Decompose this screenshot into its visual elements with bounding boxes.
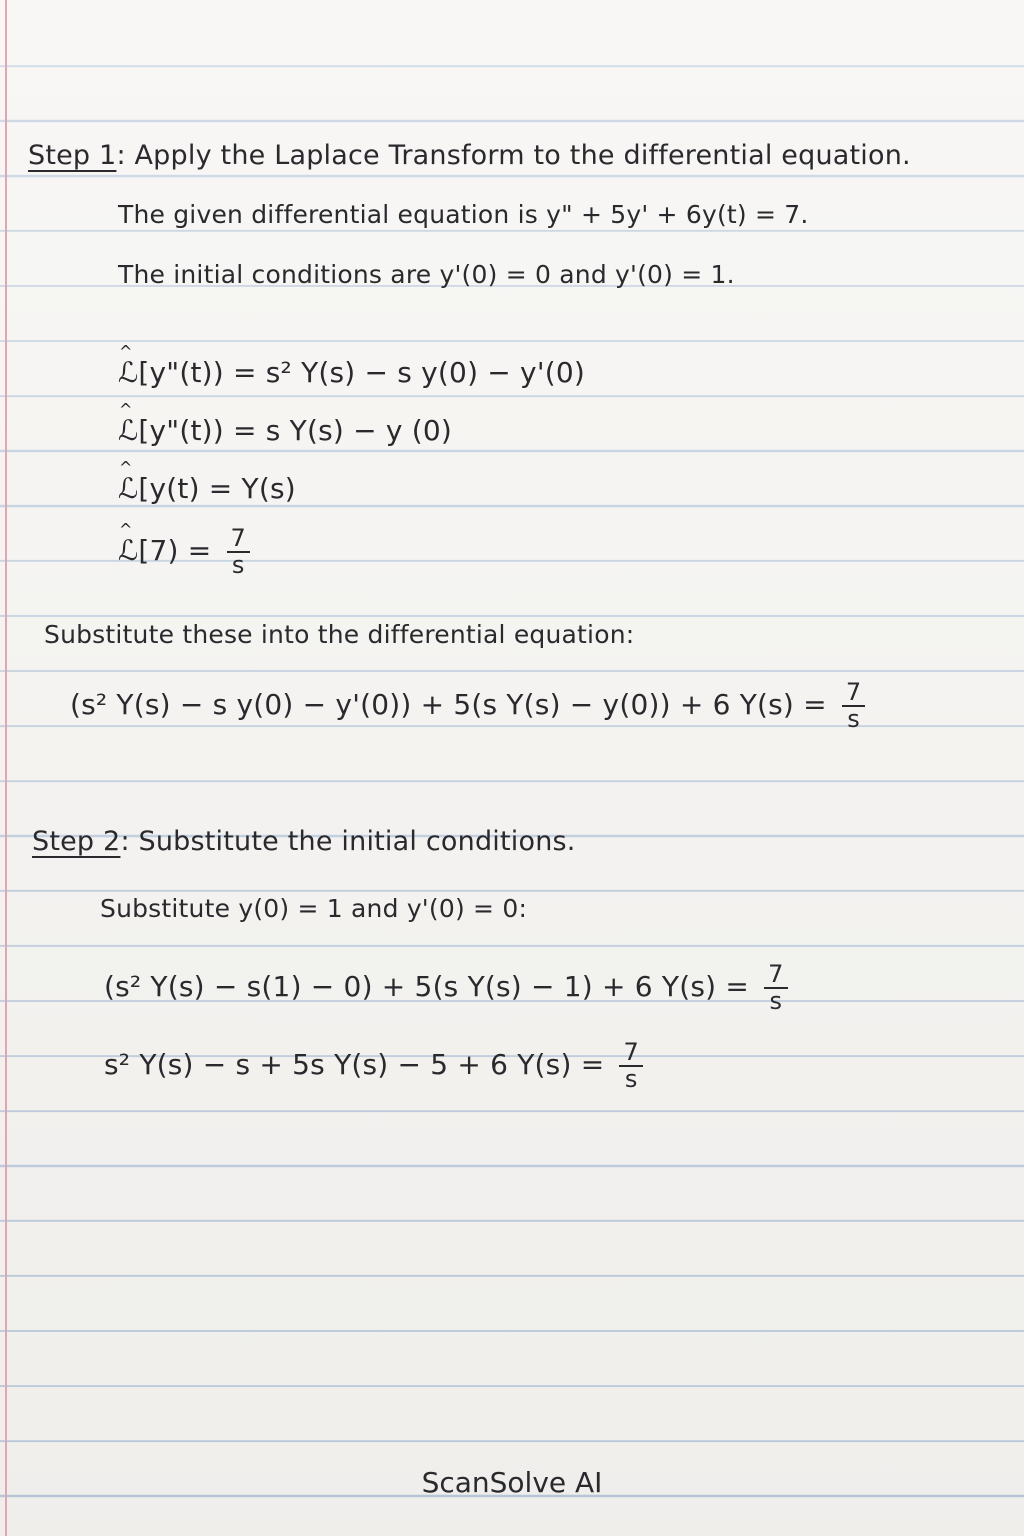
transform-expr: [y"(t)) = s² Y(s) − s y(0) − y'(0) (138, 356, 585, 389)
initial-conditions: The initial conditions are y'(0) = 0 and y'(0) = 1. (118, 260, 735, 289)
laplace-symbol: ^ ℒ (118, 414, 138, 447)
transform-function (118, 472, 296, 505)
footer-brand: ScanSolve AI (421, 1466, 603, 1499)
laplace-symbol: ^ ℒ (118, 356, 138, 389)
step1-title: : Apply the Laplace Transform to the differential equation. (116, 140, 911, 171)
fraction (227, 526, 250, 578)
fraction-numerator: 7 (227, 526, 250, 553)
transform-second-derivative (118, 356, 585, 389)
step1-label: Step 1 (28, 140, 117, 171)
step2-equation-2 (104, 1040, 643, 1092)
step2-title: : Substitute the initial conditions. (120, 826, 576, 857)
transform-first-derivative (118, 414, 452, 447)
substituted-equation (70, 680, 865, 732)
fraction-numerator: 7 (842, 680, 865, 707)
fraction-numerator: 7 (619, 1040, 642, 1067)
fraction-denominator: s (847, 705, 860, 734)
step2-equation-1 (104, 962, 788, 1014)
equation-expr: s² Y(s) − s + 5s Y(s) − 5 + 6 Y(s) = (104, 1048, 605, 1082)
step1-heading (28, 140, 911, 171)
substitute-text: Substitute these into the differential equation: (44, 620, 635, 649)
fraction (842, 680, 865, 732)
fraction-denominator: s (624, 1065, 638, 1094)
fraction-denominator: s (231, 551, 245, 580)
fraction-denominator: s (769, 987, 783, 1016)
fraction (619, 1040, 642, 1092)
substitute-instruction: Substitute y(0) = 1 and y'(0) = 0: (100, 894, 528, 923)
laplace-symbol: ^ ℒ (118, 472, 138, 505)
step2-label: Step 2 (32, 826, 121, 857)
margin-line (5, 0, 7, 1536)
transform-constant (118, 526, 250, 578)
given-equation: The given differential equation is y" + 5y' + 6y(t) = 7. (118, 200, 809, 229)
fraction-numerator: 7 (764, 962, 787, 989)
fraction (764, 962, 787, 1014)
transform-expr: [7) = (138, 534, 212, 568)
transform-expr: [y(t) = Y(s) (138, 472, 296, 505)
equation-expr: (s² Y(s) − s y(0) − y'(0)) + 5(s Y(s) − y(0)) + 6 Y(s) = (70, 688, 827, 722)
step2-heading (32, 826, 576, 857)
laplace-symbol: ^ ℒ (118, 534, 138, 567)
transform-expr: [y"(t)) = s Y(s) − y (0) (138, 414, 452, 447)
equation-expr: (s² Y(s) − s(1) − 0) + 5(s Y(s) − 1) + 6 Y(s) = (104, 970, 749, 1004)
